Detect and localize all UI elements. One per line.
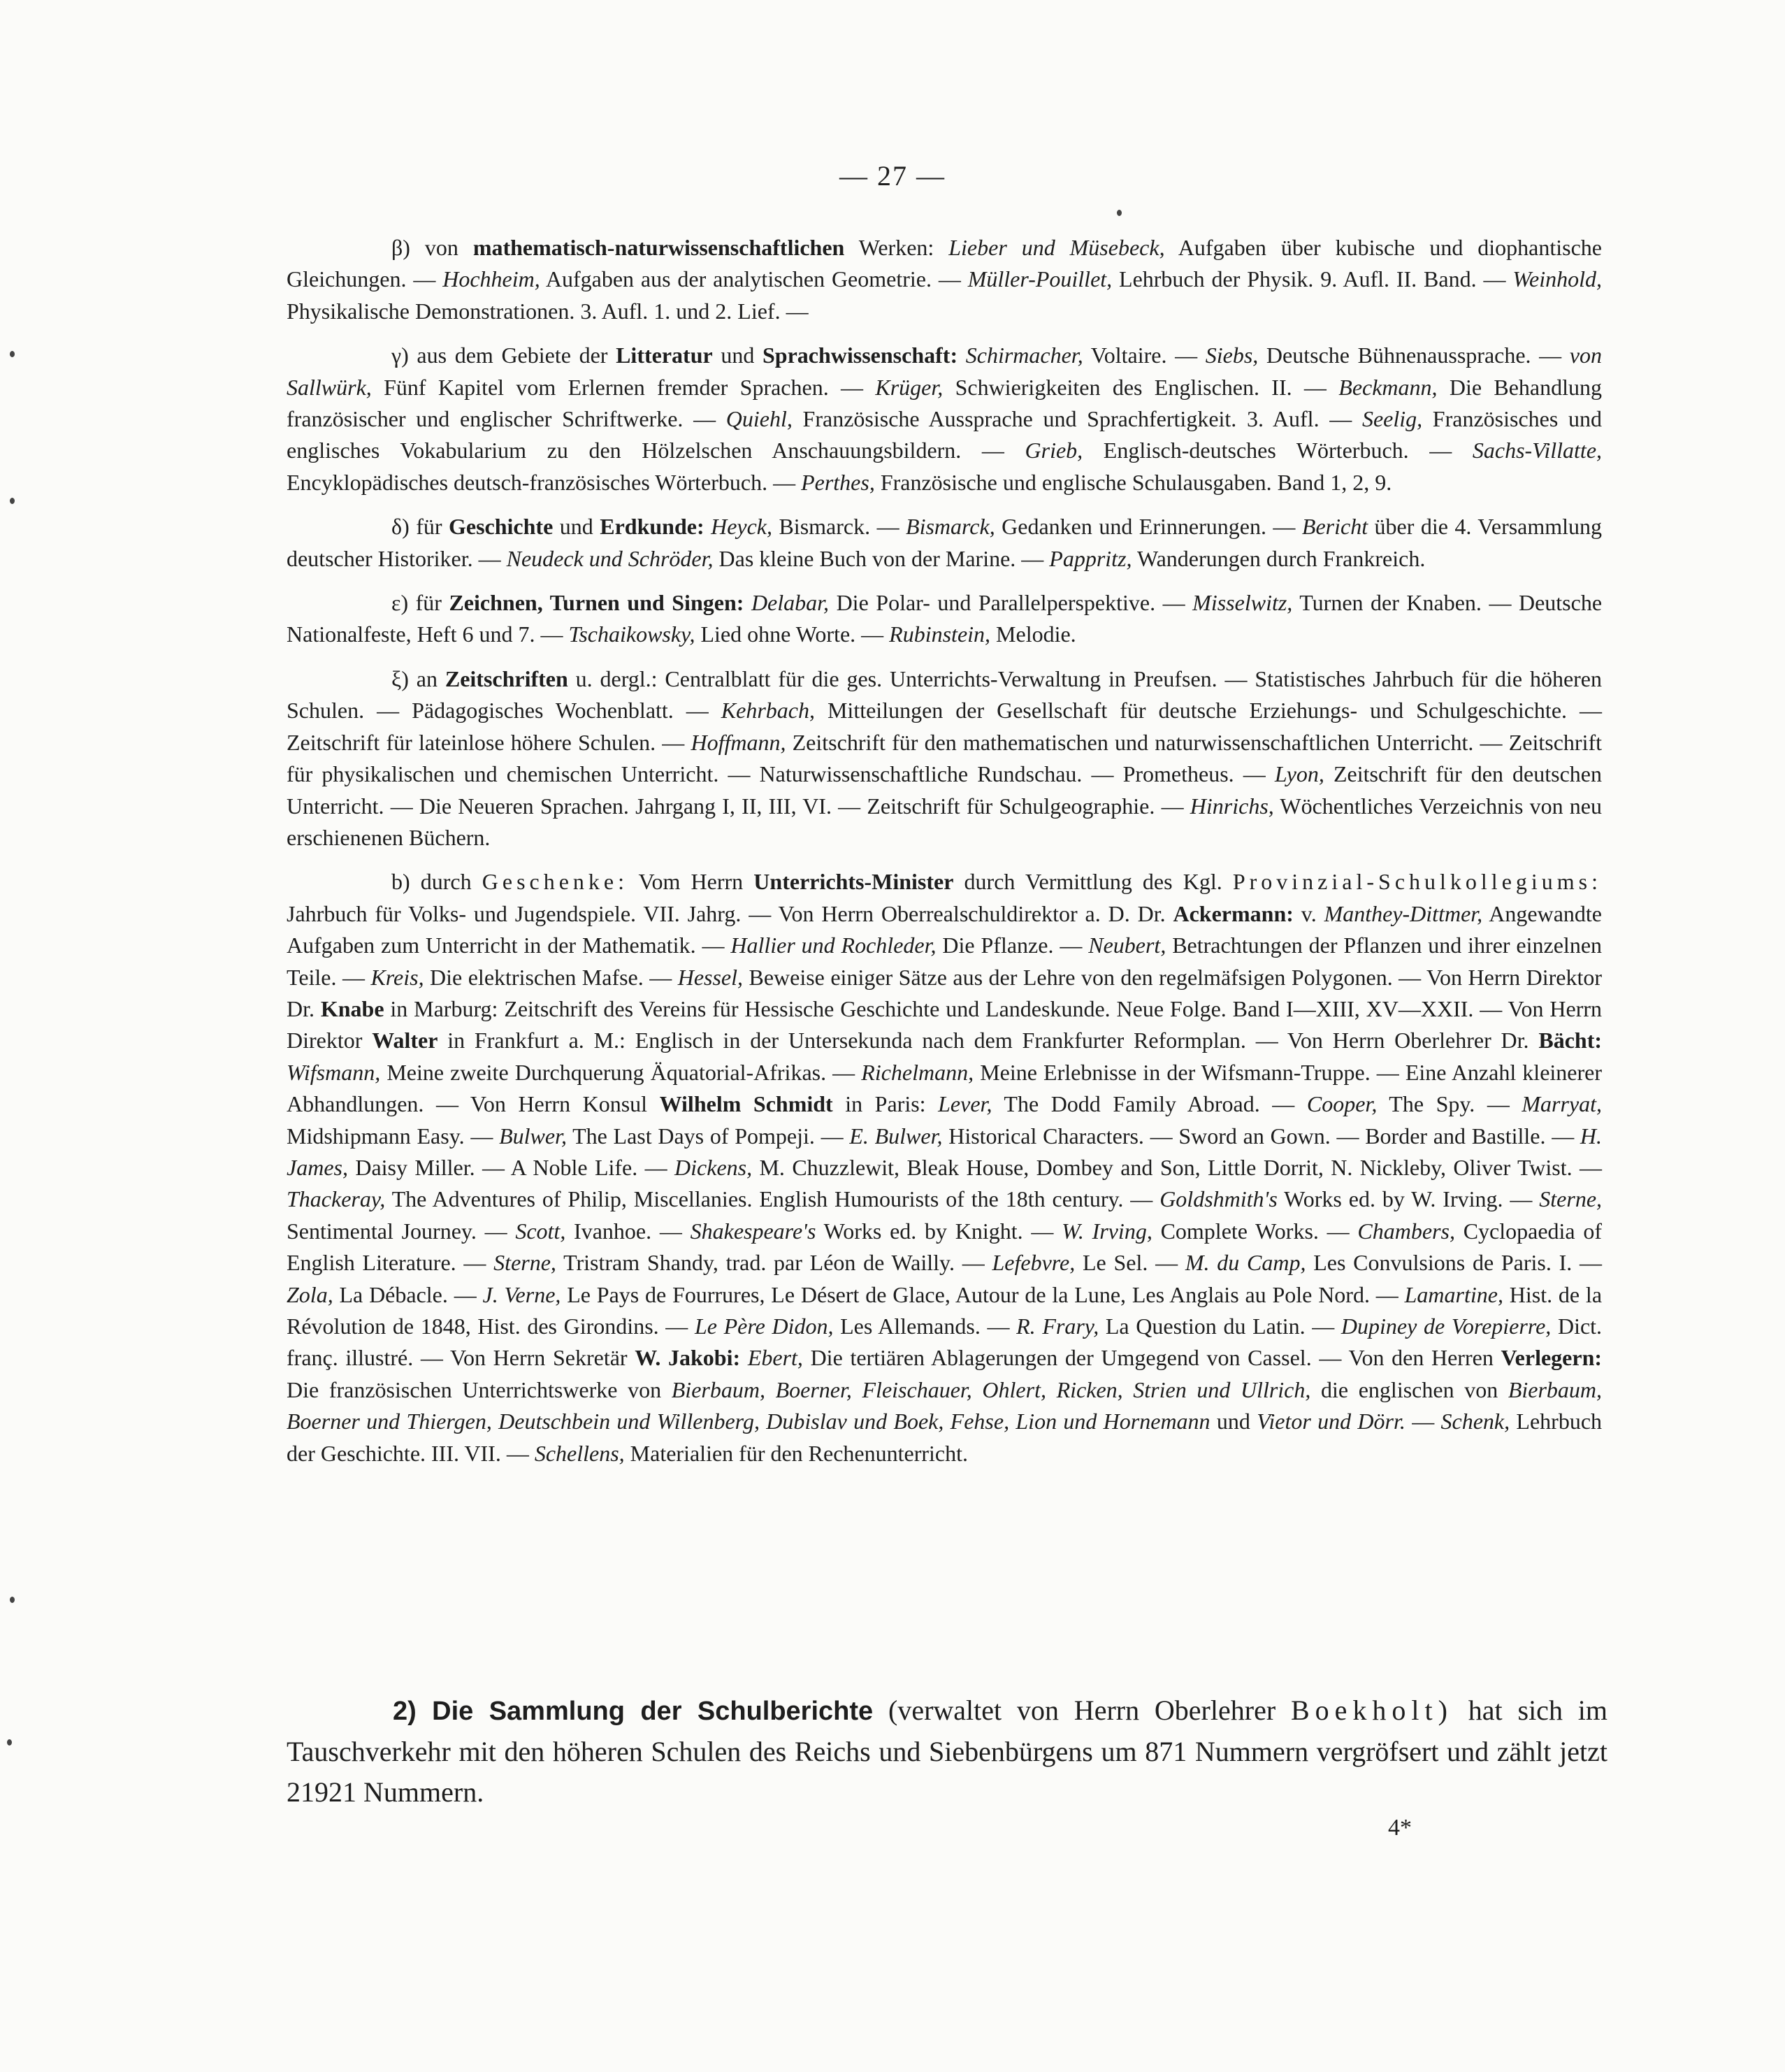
section-2-schulberichte: 2) Die Sammlung der Schulberichte (verwaltet von Herrn Oberlehrer Boekholt) hat sich im Tauschverkehr mit den höheren Schulen des Reichs und Siebenbürgens um 871 Nummern vergröfsert und zählt jetzt 21921 Nummern. <box>287 1695 1608 1808</box>
sheet-signature: 4* <box>1388 1815 1412 1841</box>
paragraph-beta: β) von mathematisch-naturwissenschaftlichen Werken: Lieber und Müsebeck, Aufgaben über kubische und diophantische Gleichungen. — Hochheim, Aufgaben aus der analytischen Geometrie. — Müller-Pouillet, Lehrbuch der Physik. 9. Aufl. II. Band. — Weinhold, Physikalische Demonstrationen. 3. Aufl. 1. und 2. Lief. — <box>287 235 1603 324</box>
margin-speck <box>7 1739 12 1746</box>
paragraph-b-geschenke: b) durch Geschenke: Vom Herrn Unterrichts-Minister durch Vermittlung des Kgl. Provinzial-Schulkollegiums: Jahrbuch für Volks- und Jugendspiele. VII. Jahrg. — Von Herrn Oberrealschuldirektor a. D. Dr. Ackermann: v. Manthey-Dittmer, Angewandte Aufgaben zum Unterricht in der Mathematik. — Hallier und Rochleder, Die Pflanze. — Neubert, Betrachtungen der Pflanzen und ihrer einzelnen Teile. — Kreis, Die elektrischen Mafse. — Hessel, Beweise einiger Sätze aus der Lehre von den regelmäfsigen Polygonen. — Von Herrn Direktor Dr. Knabe in Marburg: Zeitschrift des Vereins für Hessische Geschichte und Landeskunde. Neue Folge. Band I—XIII, XV—XXII. — Von Herrn Direktor Walter in Frankfurt a. M.: Englisch in der Untersekunda nach dem Frankfurter Reformplan. — Von Herrn Oberlehrer Dr. Bächt: Wifsmann, Meine zweite Durchquerung Äquatorial-Afrikas. — Richelmann, Meine Erlebnisse in der Wifsmann-Truppe. — Eine Anzahl kleinerer Abhandlungen. — Von Herrn Konsul Wilhelm Schmidt in Paris: Lever, The Dodd Family Abroad. — Cooper, The Spy. — Marryat, Midshipmann Easy. — Bulwer, The Last Days of Pompeji. — E. Bulwer, Historical Characters. — Sword an Gown. — Border and Bastille. — H. James, Daisy Miller. — A Noble Life. — Dickens, M. Chuzzlewit, Bleak House, Dombey and Son, Little Dorrit, N. Nickleby, Oliver Twist. — Thackeray, The Adventures of Philip, Miscellanies. English Humourists of the 18th century. — Goldshmith's Works ed. by W. Irving. — Sterne, Sentimental Journey. — Scott, Ivanhoe. — Shakespeare's Works ed. by Knight. — W. Irving, Complete Works. — Chambers, Cyclopaedia of English Literature. — Sterne, Tristram Shandy, trad. par Léon de Wailly. — Lefebvre, Le Sel. — M. du Camp, Les Convulsions de Paris. I. — Zola, La Débacle. — J. Verne, Le Pays de Fourrures, Le Désert de Glace, Autour de la Lune, Les Anglais au Pole Nord. — Lamartine, Hist. de la Révolution de 1848, Hist. des Girondins. — Le Père Didon, Les Allemands. — R. Frary, La Question du Latin. — Dupiney de Vorepierre, Dict. franç. illustré. — Von Herrn Sekretär W. Jakobi: Ebert, Die tertiären Ablagerungen der Umgegend von Cassel. — Von den Herren Verlegern: Die französischen Unterrichtswerke von Bierbaum, Boerner, Fleischauer, Ohlert, Ricken, Strien und Ullrich, die englischen von Bierbaum, Boerner und Thiergen, Deutschbein und Willenberg, Dubislav und Boek, Fehse, Lion und Hornemann und Vietor und Dörr. — Schenk, Lehrbuch der Geschichte. III. VII. — Schellens, Materialien für den Rechenunterricht. <box>287 869 1603 1466</box>
margin-speck <box>10 1597 15 1603</box>
page-number: — 27 — <box>839 160 946 192</box>
paragraph-epsilon: ε) für Zeichnen, Turnen und Singen: Delabar, Die Polar- und Parallelperspektive. — Misselwitz, Turnen der Knaben. — Deutsche Nationalfeste, Heft 6 und 7. — Tschaikowsky, Lied ohne Worte. — Rubinstein, Melodie. <box>287 590 1603 647</box>
paragraph-zeta: ξ) an Zeitschriften u. dergl.: Centralblatt für die ges. Unterrichts-Verwaltung in Preufsen. — Statistisches Jahrbuch für die höheren Schulen. — Pädagogisches Wochenblatt. — Kehrbach, Mitteilungen der Gesellschaft für deutsche Erziehungs- und Schulgeschichte. — Zeitschrift für lateinlose höhere Schulen. — Hoffmann, Zeitschrift für den mathematischen und naturwissenschaftlichen Unterricht. — Zeitschrift für physikalischen und chemischen Unterricht. — Naturwissenschaftliche Rundschau. — Prometheus. — Lyon, Zeitschrift für den deutschen Unterricht. — Die Neueren Sprachen. Jahrgang I, II, III, VI. — Zeitschrift für Schulgeographie. — Hinrichs, Wöchentliches Verzeichnis von neu erschienenen Büchern. <box>287 666 1603 850</box>
margin-speck <box>10 498 15 504</box>
section-2-heading: 2) Die Sammlung der Schulberichte <box>393 1697 874 1726</box>
main-text <box>287 232 1602 1469</box>
margin-speck <box>1117 210 1122 216</box>
paragraph-gamma: γ) aus dem Gebiete der Litteratur und Sprachwissenschaft: Schirmacher, Voltaire. — Siebs, Deutsche Bühnenaussprache. — von Sallwürk, Fünf Kapitel vom Erlernen fremder Sprachen. — Krüger, Schwierigkeiten des Englischen. II. — Beckmann, Die Behandlung französischer und englischer Schriftwerke. — Quiehl, Französische Aussprache und Sprachfertigkeit. 3. Aufl. — Seelig, Französisches und englisches Vokabularium zu den Hölzelschen Anschauungsbildern. — Grieb, Englisch-deutsches Wörterbuch. — Sachs-Villatte, Encyklopädisches deutsch-französisches Wörterbuch. — Perthes, Französische und englische Schulausgaben. Band 1, 2, 9. <box>287 343 1603 495</box>
margin-speck <box>10 351 15 357</box>
paragraph-delta: δ) für Geschichte und Erdkunde: Heyck, Bismarck. — Bismarck, Gedanken und Erinnerungen. — Bericht über die 4. Versammlung deutscher Historiker. — Neudeck und Schröder, Das kleine Buch von der Marine. — Pappritz, Wanderungen durch Frankreich. <box>287 514 1603 571</box>
